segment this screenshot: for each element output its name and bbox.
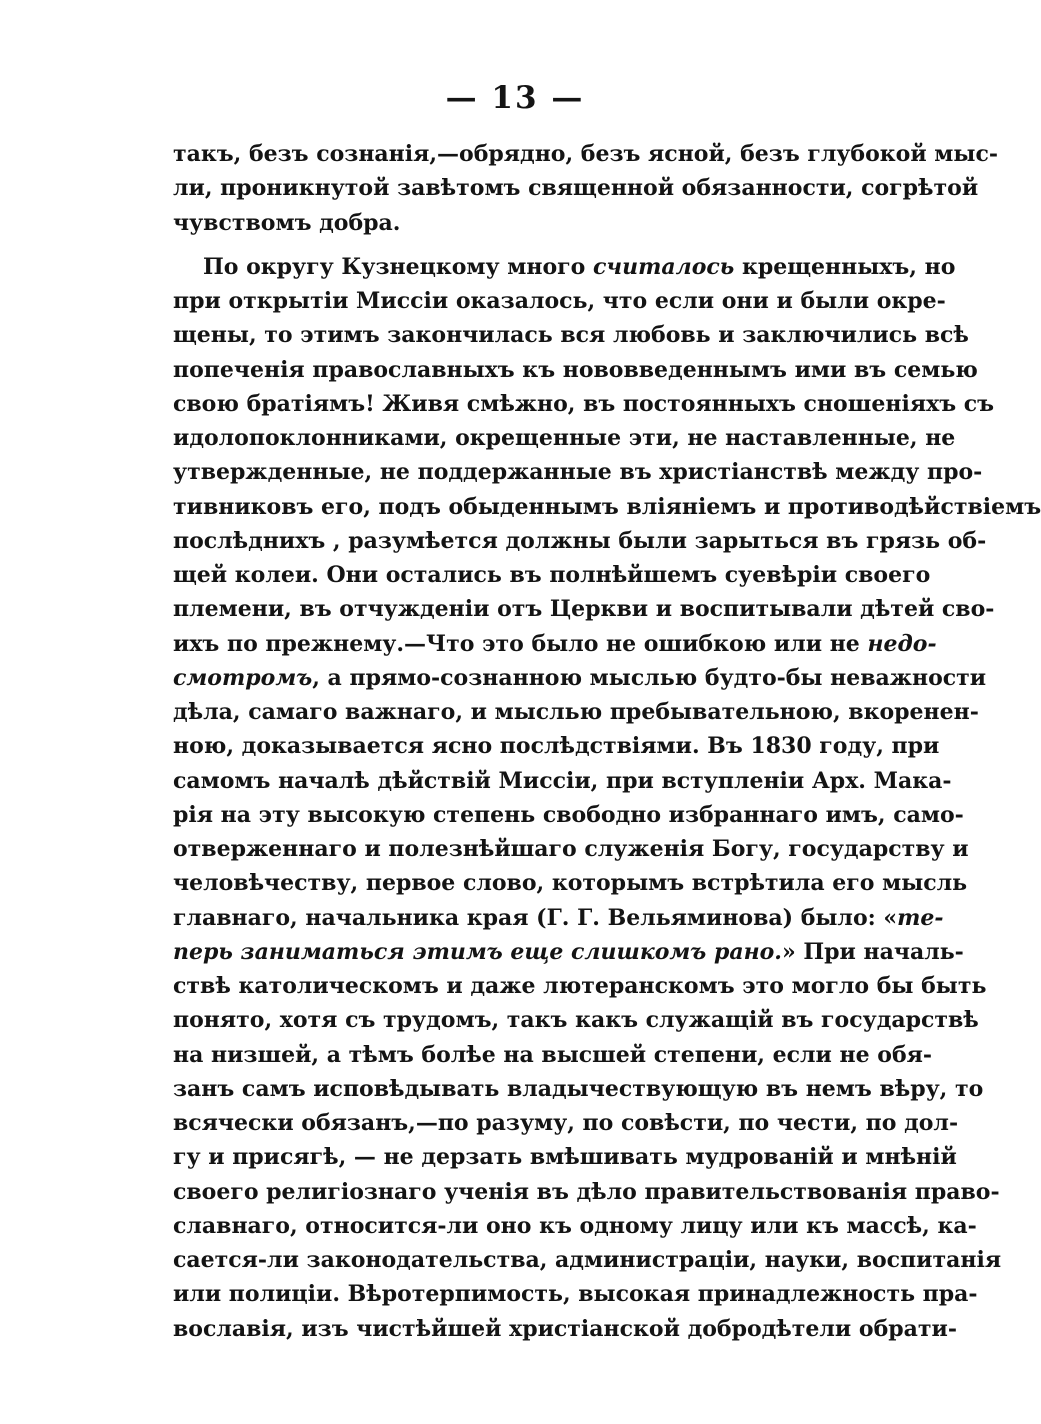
text-line: такъ, безъ сознанія,—обрядно, безъ ясной, безъ глубокой мыс- bbox=[173, 141, 998, 167]
text-line: вославія, изъ чистѣйшей христіанской добродѣтели обрати- bbox=[173, 1315, 957, 1342]
italic-emphasis: перь заниматься этимъ еще слишкомъ рано. bbox=[173, 938, 782, 965]
text-line: По округу Кузнецкому много считалось крещенныхъ, но bbox=[203, 253, 956, 280]
italic-emphasis: смотромъ bbox=[173, 664, 313, 691]
text-line: самомъ началѣ дѣйствій Миссіи, при вступленіи Арх. Мака- bbox=[173, 767, 952, 794]
text-line: главнаго, начальника края (Г. Г. Вельяминова) было: «те- bbox=[173, 904, 944, 931]
text-line: свою братіямъ! Живя смѣжно, въ постоянныхъ сношеніяхъ съ bbox=[173, 390, 995, 417]
text-line: дѣла, самаго важнаго, и мыслью пребывательною, вкоренен- bbox=[173, 699, 979, 725]
text-line: перь заниматься этимъ еще слишкомъ рано.» При началь- bbox=[173, 938, 964, 965]
text-line: сается-ли законодательства, администраціи, науки, воспитанія bbox=[173, 1247, 1002, 1273]
text-line: ли, проникнутой завѣтомъ священной обязанности, согрѣтой bbox=[173, 175, 979, 202]
text-line: утвержденные, не поддержанные въ христіанствѣ между про- bbox=[173, 459, 983, 486]
italic-emphasis: недо- bbox=[867, 630, 937, 657]
text-line: отверженнаго и полезнѣйшаго служенія Богу, государству и bbox=[173, 836, 969, 862]
body-text bbox=[173, 137, 1041, 1346]
text-line: чувствомъ добра. bbox=[173, 209, 401, 236]
text-line: племени, въ отчужденіи отъ Церкви и воспитывали дѣтей сво- bbox=[173, 596, 995, 623]
text-line: рія на эту высокую степень свободно избраннаго имъ, само- bbox=[173, 801, 964, 828]
text-line: щей колеи. Они остались въ полнѣйшемъ суевѣріи своего bbox=[173, 562, 931, 588]
page-number: — 13 — bbox=[445, 80, 585, 116]
text-line: попеченія православныхъ къ нововведеннымъ ими въ семью bbox=[173, 356, 978, 383]
text-line: послѣднихъ , разумѣется должны были зарыться въ грязь об- bbox=[173, 527, 987, 554]
text-line: смотромъ, а прямо-сознанною мыслью будто-бы неважности bbox=[173, 664, 987, 691]
text-line: понято, хотя съ трудомъ, такъ какъ служащій въ государствѣ bbox=[173, 1007, 979, 1034]
text-line: или полиціи. Вѣротерпимость, высокая принадлежность пра- bbox=[173, 1281, 978, 1308]
text-line: тивниковъ его, подъ обыденнымъ вліяніемъ и противодѣйствіемъ bbox=[173, 493, 1041, 520]
italic-emphasis: те- bbox=[897, 904, 944, 931]
italic-emphasis: считалось bbox=[592, 253, 735, 280]
text-line: всячески обязанъ,—по разуму, по совѣсти, по чести, по дол- bbox=[173, 1110, 959, 1136]
text-line: щены, то этимъ закончилась вся любовь и заключились всѣ bbox=[173, 322, 969, 349]
text-line: занъ самъ исповѣдывать владычествующую въ немъ вѣру, то bbox=[173, 1075, 984, 1102]
text-line: на низшей, а тѣмъ болѣе на высшей степени, если не обя- bbox=[173, 1041, 932, 1068]
text-line: человѣчеству, первое слово, которымъ встрѣтила его мысль bbox=[173, 870, 968, 897]
text-line: славнаго, относится-ли оно къ одному лицу или къ массѣ, ка- bbox=[173, 1212, 977, 1239]
text-line: идолопоклонниками, окрещенные эти, не наставленные, не bbox=[173, 425, 956, 451]
text-line: ихъ по прежнему.—Что это было не ошибкою или не недо- bbox=[173, 630, 937, 657]
text-line: своего религіознаго ученія въ дѣло правительствованія право- bbox=[173, 1178, 1000, 1205]
text-line: ствѣ католическомъ и даже лютеранскомъ это могло бы быть bbox=[173, 973, 987, 999]
text-line: при открытіи Миссіи оказалось, что если они и были окре- bbox=[173, 288, 946, 314]
text-line: гу и присягѣ, — не дерзать вмѣшивать мудрованій и мнѣній bbox=[173, 1144, 957, 1171]
text-line: ною, доказывается ясно послѣдствіями. Въ 1830 году, при bbox=[173, 733, 940, 760]
